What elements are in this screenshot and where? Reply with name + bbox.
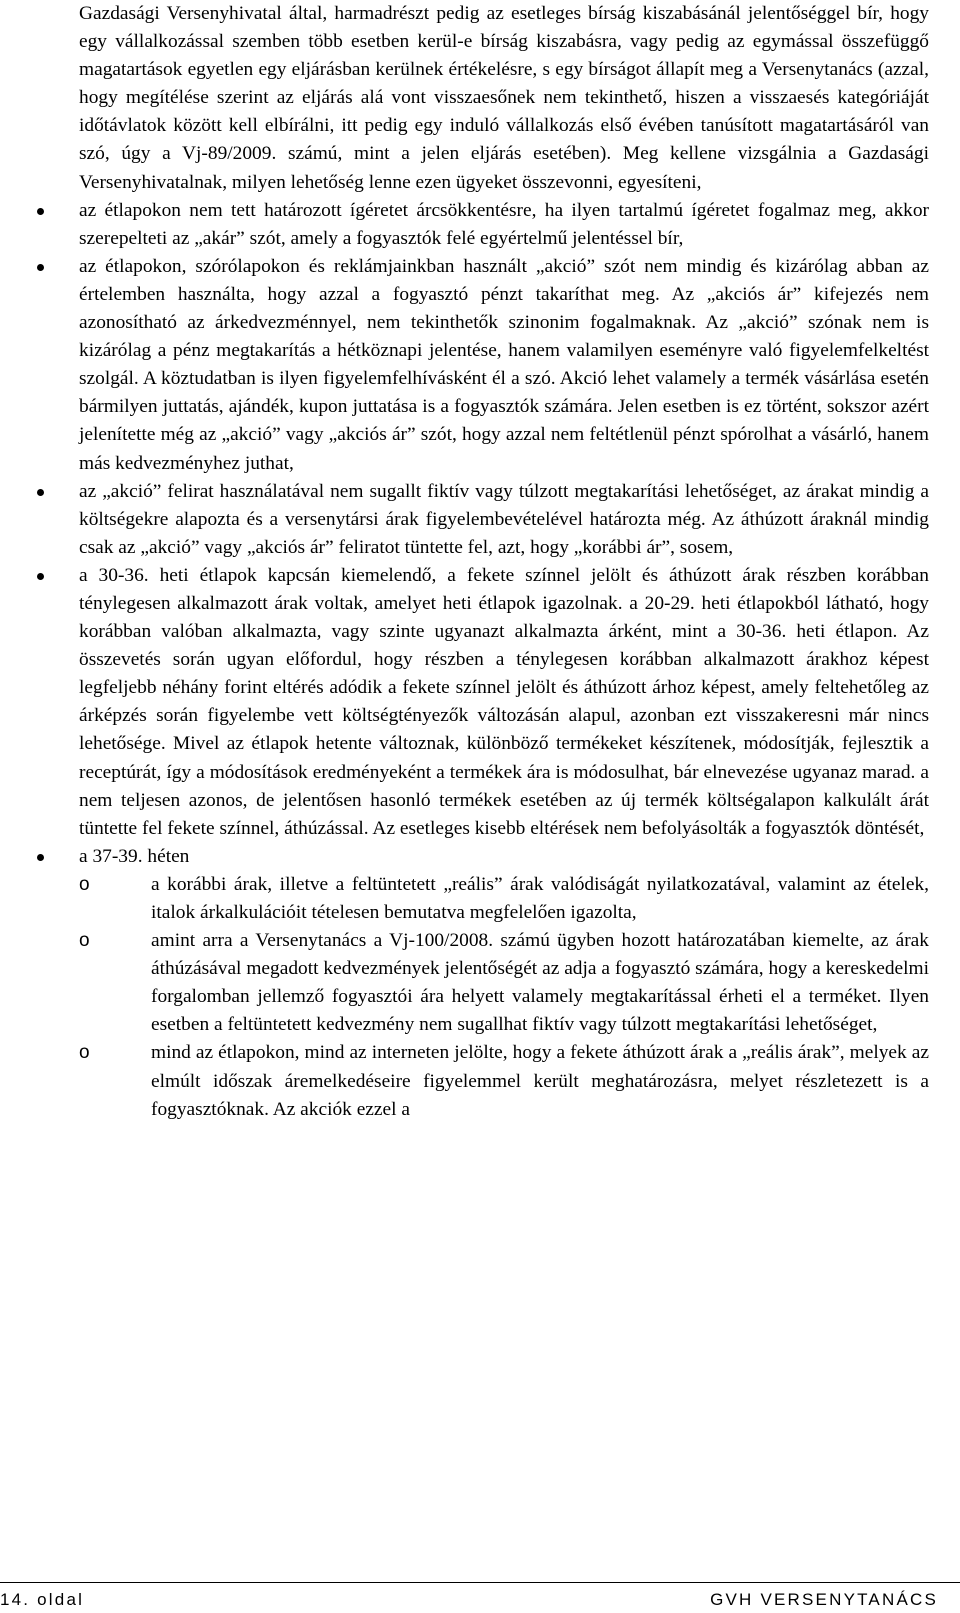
bullet-item <box>79 478 929 562</box>
intro-paragraph: Gazdasági Versenyhivatal által, harmadrészt pedig az esetleges bírság kiszabásánál jelentőséggel bír, hogy egy vállalkozással szemben több esetben kerül-e bírság kiszabásra, vagy pedig az egymással összefüggő magatartások egyetlen egy eljárásban kerülnek értékelésre, s egy bírságot állapít meg a Versenytanács (azzal, hogy megítélése szerint az eljárás alá vont visszaesőnek nem tekinthető, hiszen a visszaesés kategóriáját időtávlatok között kell elbírálni, itt pedig egy induló vállalkozás első évében tanúsított magatartásáról van szó, úgy a Vj-89/2009. számú, mint a jelen eljárás esetében). Meg kellene vizsgálnia a Gazdasági Versenyhivatalnak, milyen lehetőség lenne ezen ügyeket összevonni, egyesíteni, <box>79 3 929 193</box>
document-body <box>79 0 929 1124</box>
circle-bullet-icon: o <box>79 1042 90 1064</box>
bullet-item <box>79 843 929 1124</box>
bullet-icon <box>37 573 44 580</box>
circle-bullet-icon: o <box>79 873 90 895</box>
bullet-text: az étlapokon, szórólapokon és reklámjainkban használt „akció” szót nem mindig és kizárólag abban az értelemben használta, hogy azzal a fogyasztó pénzt takaríthat meg. Az „akciós ár” kifejezés nem azonosítható az árkedvezménnyel, nem tekinthetők szinonim fogalmaknak. Az „akció” szónak nem is kizárólag a pénz megtakarítás a hétköznapi jelentése, hanem valamilyen eseményre való figyelemfelkeltést szolgál. A köztudatban is ilyen figyelemfelhívásként él a szó. Akció lehet valamely a termék vásárlása esetén bármilyen juttatás, ajándék, kupon juttatása is a fogyasztók számára. Jelen esetben is ez történt, sokszor azért jelenítette még az „akció” vagy „akciós ár” szót, hogy azzal nem feltétlenül pénzt spórolhat a vásárló, hanem más kedvezményhez juthat, <box>79 255 929 474</box>
bullet-icon <box>37 208 44 215</box>
sub-list-item <box>79 1039 929 1123</box>
sub-list <box>79 871 929 1124</box>
bullet-list <box>79 197 929 1124</box>
bullet-item <box>79 253 929 478</box>
bullet-text: az étlapokon nem tett határozott ígéretet árcsökkentésre, ha ilyen tartalmú ígéretet fogalmaz meg, akkor szerepelteti az „akár” szót, amely a fogyasztók felé egyértelmű jelentéssel bír, <box>79 199 929 249</box>
footer-organization: GVH VERSENYTANÁCS <box>710 1590 938 1609</box>
page-number: 14. oldal <box>0 1590 85 1609</box>
sub-item-text: a korábbi árak, illetve a feltüntetett „reális” árak valódiságát nyilatkozatával, valamint az ételek, italok árkalkulációit tételesen bemutatva megfelelően igazolta, <box>151 873 929 923</box>
sub-list-item <box>79 927 929 1039</box>
circle-bullet-icon: o <box>79 930 90 952</box>
sub-item-text: amint arra a Versenytanács a Vj-100/2008. számú ügyben hozott határozatában kiemelte, az árak áthúzásával megadott kedvezmények jelentőségét az adja a fogyasztó számára, hogy a kereskedelmi forgalomban jellemző fogyasztói ára helyett valamely megtakarítással érheti el a terméket. Ilyen esetben a feltüntetett kedvezmény nem sugallhat fiktív vagy túlzott megtakarítási lehetőséget, <box>151 930 929 1036</box>
sub-list-item <box>79 871 929 927</box>
sub-item-text: mind az étlapokon, mind az interneten jelölte, hogy a fekete áthúzott árak a „reális árak”, melyek az elmúlt időszak áremelkedéseire figyelemmel került meghatározásra, melyet részletezett is a fogyasztóknak. Az akciók ezzel a <box>151 1042 929 1120</box>
bullet-text: a 37-39. héten <box>79 845 190 867</box>
bullet-icon <box>37 264 44 271</box>
bullet-item <box>79 197 929 253</box>
bullet-text: a 30-36. heti étlapok kapcsán kiemelendő, a fekete színnel jelölt és áthúzott árak részben korábban ténylegesen alkalmazott árak voltak, amelyet heti étlapok igazolnak. a 20-29. heti étlapokból látható, hogy korábban valóban alkalmazta, vagy szinte ugyanazt alkalmazta árként, mint a 30-36. heti étlapon. Az összevetés során ugyan előfordul, hogy részben a ténylegesen korábban alkalmazott árakhoz képest legfeljebb néhány forint eltérés adódik a fekete színnel jelölt és áthúzott árhoz képest, amely feltehetőleg az árképzés során figyelembe vett költségtényezők változásán alapul, azonban ezt visszakeresni már nincs lehetősége. Mivel az étlapok hetente változnak, különböző termékeket készítenek, módosítják, fejlesztik a receptúrát, így a módosítások eredményeként a termékek ára is módosulhat, bár elnevezése ugyanaz marad. a nem teljesen azonos, de jelentősen hasonló termékek esetében az új termék költségalapon kalkulált árát tüntette fel fekete színnel, áthúzással. Az esetleges kisebb eltérések nem befolyásolták a fogyasztók döntését, <box>79 564 929 839</box>
bullet-icon <box>37 854 44 861</box>
bullet-icon <box>37 489 44 496</box>
footer-divider <box>0 1582 960 1583</box>
bullet-text: az „akció” felirat használatával nem sugallt fiktív vagy túlzott megtakarítási lehetőséget, az árakat mindig a költségekre alapozta és a versenytársi árak figyelembevételével határozta még. Az áthúzott áraknál mindig csak az „akció” vagy „akciós ár” feliratot tüntette fel, azt, hogy „korábbi ár”, sosem, <box>79 480 929 558</box>
bullet-item <box>79 562 929 843</box>
